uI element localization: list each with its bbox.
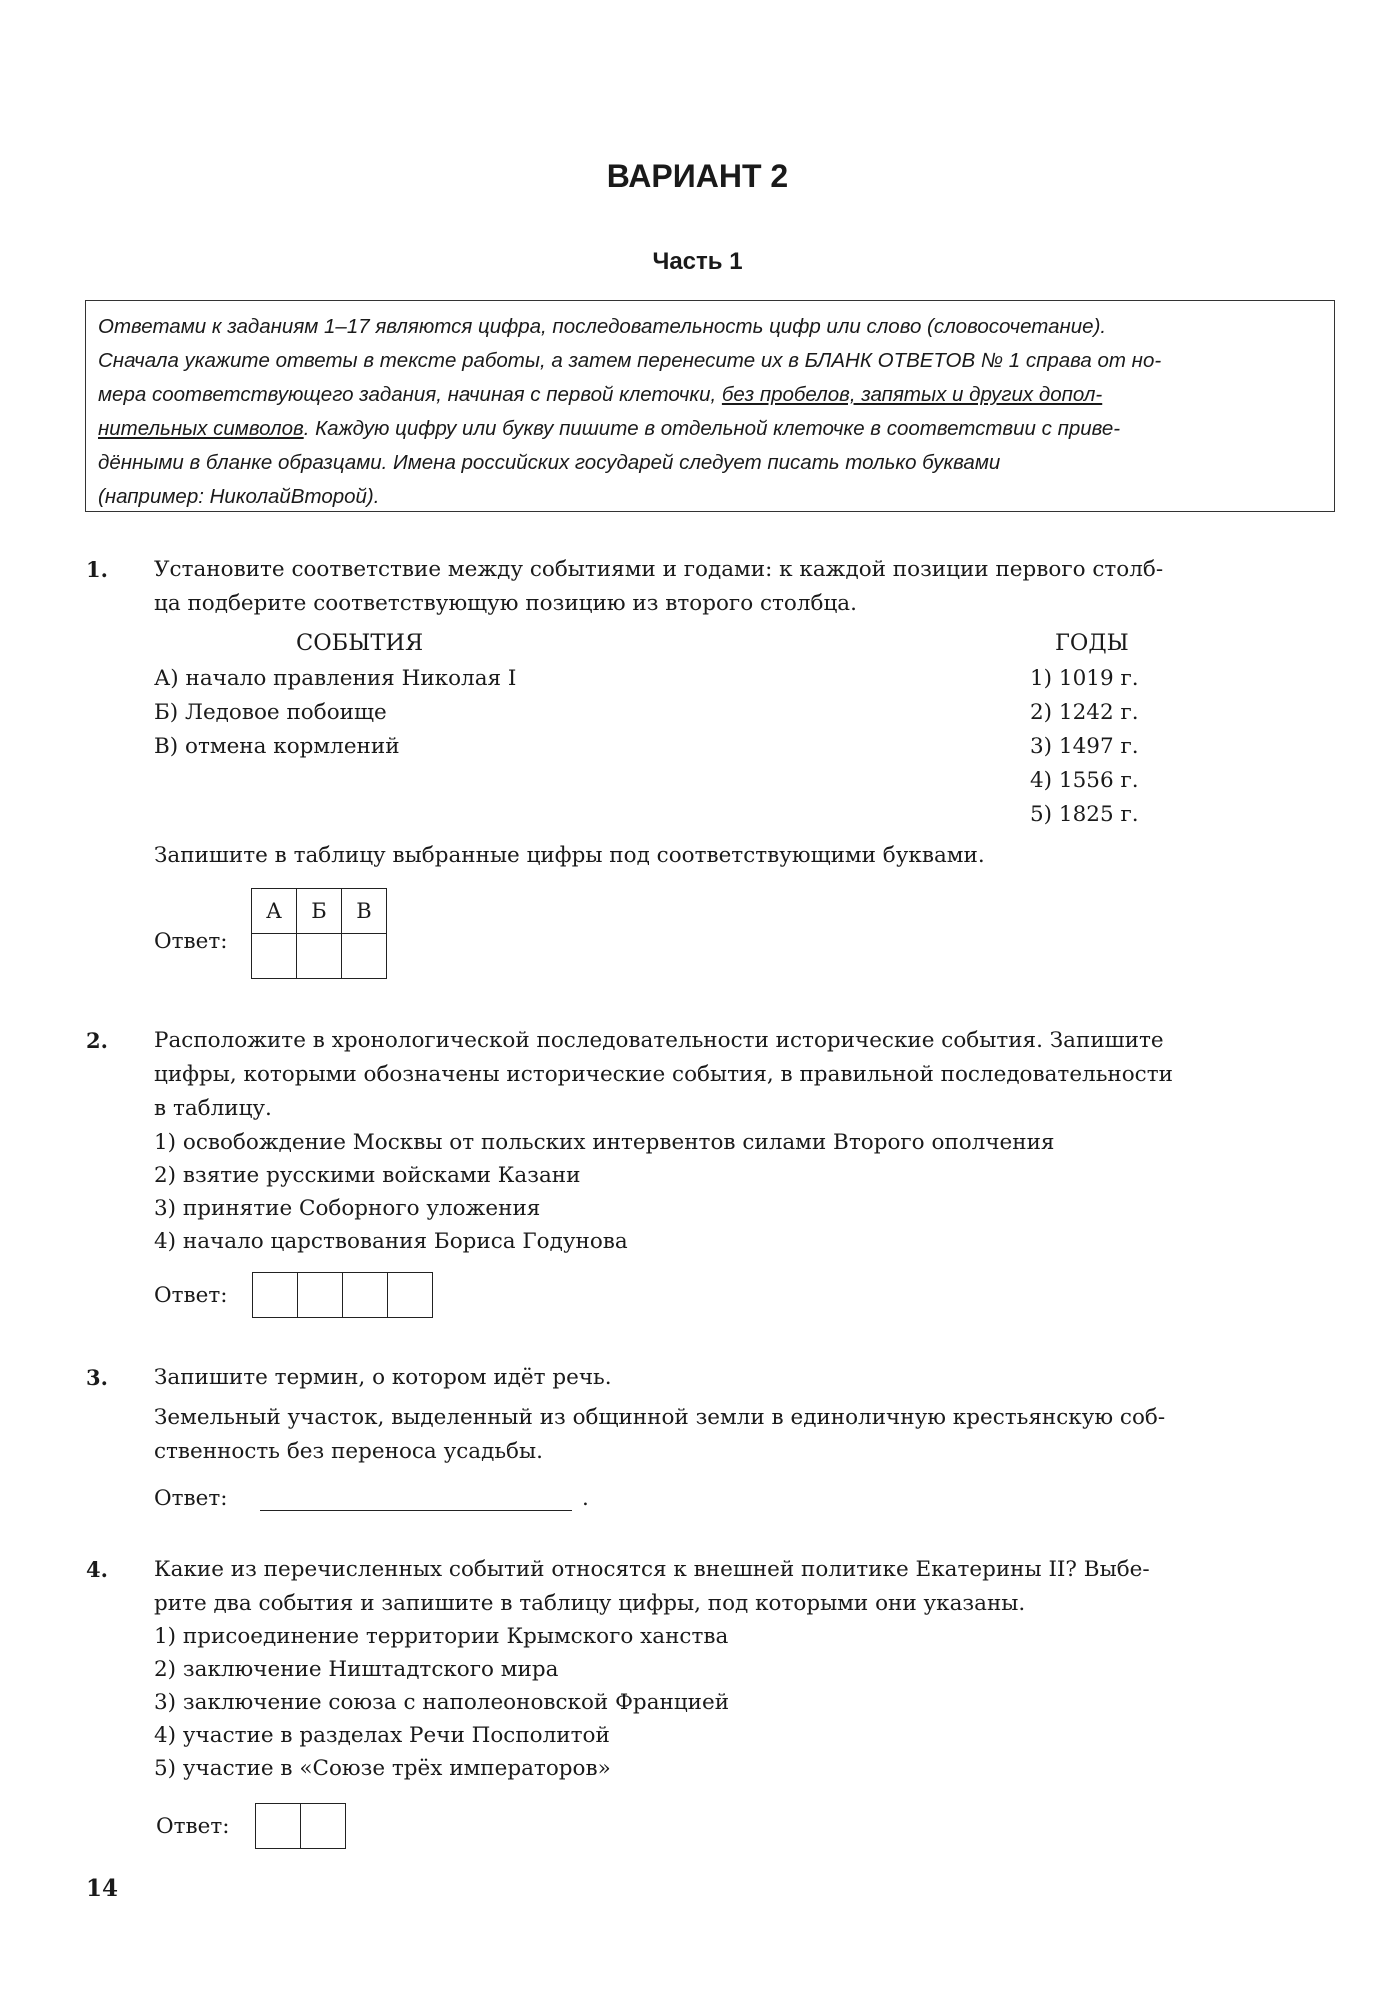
answer-end-dot: . (582, 1486, 589, 1511)
question-4-text: Какие из перечисленных событий относятся к внешней политике Екатерины II? Выбе- (154, 1557, 1150, 1582)
answer-letter-header: А (252, 889, 297, 934)
question-3-text: ственность без переноса усадьбы. (154, 1439, 543, 1464)
option-item: 2) взятие русскими войсками Казани (154, 1163, 581, 1188)
answer-label: Ответ: (154, 1486, 228, 1511)
option-item: 1) освобождение Москвы от польских интервентов силами Второго ополчения (154, 1130, 1055, 1155)
instructions-text: мера соответствующего задания, начиная с первой клеточки, (98, 383, 722, 406)
option-item: 4) начало царствования Бориса Годунова (154, 1229, 628, 1254)
question-4-text: рите два события и запишите в таблицу цифры, под которыми они указаны. (154, 1591, 1026, 1616)
years-column-header: ГОДЫ (1055, 630, 1129, 656)
answer-cell[interactable] (301, 1804, 346, 1849)
question-4-number: 4. (86, 1557, 108, 1582)
instructions-underlined: нительных символов (98, 417, 304, 440)
answer-label: Ответ: (154, 929, 228, 954)
page-title: ВАРИАНТ 2 (606, 158, 789, 194)
option-item: 5) участие в «Союзе трёх императоров» (154, 1756, 611, 1781)
instructions-line: (например: НиколайВторой). (98, 485, 380, 508)
instructions-line (98, 378, 1324, 412)
answer-table-q1 (251, 888, 387, 979)
question-3-text: Запишите термин, о котором идёт речь. (154, 1365, 612, 1390)
event-item: А) начало правления Николая I (154, 666, 517, 691)
instructions-line (98, 412, 1324, 446)
instructions-line: дёнными в бланке образцами. Имена российских государей следует писать только буквами (98, 451, 1001, 474)
answer-label: Ответ: (154, 1283, 228, 1308)
answer-cell[interactable] (343, 1273, 388, 1318)
year-item: 4) 1556 г. (1030, 768, 1139, 793)
question-1-number: 1. (86, 557, 108, 582)
instructions-box (85, 300, 1335, 512)
answer-table-q4 (255, 1803, 346, 1849)
answer-cell[interactable] (256, 1804, 301, 1849)
question-3-text: Земельный участок, выделенный из общинной земли в единоличную крестьянскую соб- (154, 1405, 1166, 1430)
year-item: 5) 1825 г. (1030, 802, 1139, 827)
answer-cell[interactable] (298, 1273, 343, 1318)
event-item: Б) Ледовое побоище (154, 700, 387, 725)
instructions-line: Ответами к заданиям 1–17 являются цифра, последовательность цифр или слово (словосочетание). (98, 315, 1107, 338)
option-item: 1) присоединение территории Крымского ханства (154, 1624, 729, 1649)
option-item: 3) принятие Соборного уложения (154, 1196, 541, 1221)
answer-letter-header: Б (297, 889, 342, 934)
part-title: Часть 1 (652, 248, 743, 275)
answer-label: Ответ: (156, 1814, 230, 1839)
question-1-text: Установите соответствие между событиями и годами: к каждой позиции первого столб- (154, 557, 1164, 582)
instructions-underlined: без пробелов, запятых и других допол- (721, 383, 1103, 406)
events-column-header: СОБЫТИЯ (296, 630, 424, 656)
question-2-text: в таблицу. (154, 1096, 272, 1121)
year-item: 1) 1019 г. (1030, 666, 1139, 691)
answer-cell[interactable] (388, 1273, 433, 1318)
instructions-text: . Каждую цифру или букву пишите в отдельной клеточке в соответствии с приве- (303, 417, 1121, 440)
page-number: 14 (86, 1875, 119, 1902)
year-item: 2) 1242 г. (1030, 700, 1139, 725)
question-1-text: ца подберите соответствующую позицию из второго столбца. (154, 591, 857, 616)
option-item: 3) заключение союза с наполеоновской Францией (154, 1690, 730, 1715)
question-3-number: 3. (86, 1365, 108, 1390)
instructions-line: Сначала укажите ответы в тексте работы, а затем перенесите их в БЛАНК ОТВЕТОВ № 1 справа от но- (98, 349, 1162, 372)
answer-table-q2 (252, 1272, 433, 1318)
question-1-instruction: Запишите в таблицу выбранные цифры под соответствующими буквами. (154, 843, 985, 868)
year-item: 3) 1497 г. (1030, 734, 1139, 759)
answer-cell[interactable] (297, 934, 342, 979)
option-item: 2) заключение Ништадтского мира (154, 1657, 559, 1682)
answer-blank-line[interactable] (260, 1510, 572, 1511)
question-2-number: 2. (86, 1028, 108, 1053)
answer-cell[interactable] (252, 934, 297, 979)
answer-cell[interactable] (342, 934, 387, 979)
event-item: В) отмена кормлений (154, 734, 400, 759)
option-item: 4) участие в разделах Речи Посполитой (154, 1723, 610, 1748)
answer-letter-header: В (342, 889, 387, 934)
answer-cell[interactable] (253, 1273, 298, 1318)
question-2-text: Расположите в хронологической последовательности исторические события. Запишите (154, 1028, 1164, 1053)
question-2-text: цифры, которыми обозначены исторические события, в правильной последовательности (154, 1062, 1173, 1087)
